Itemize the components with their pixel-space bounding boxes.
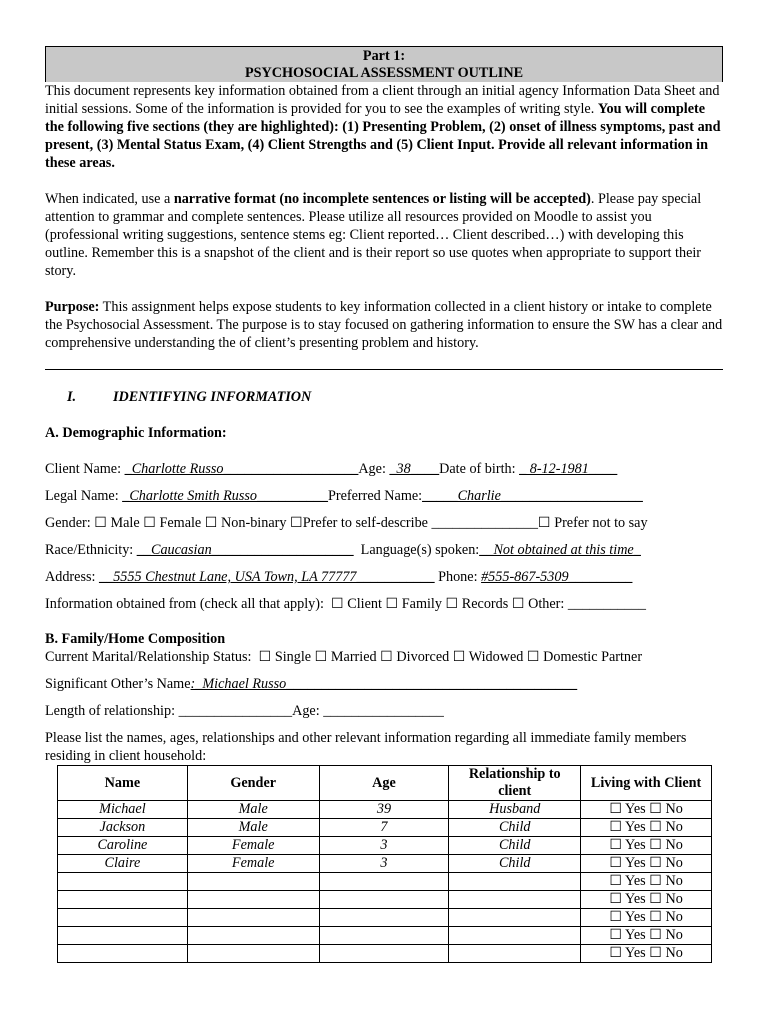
document-page — [45, 46, 723, 963]
preferred-name-label: Preferred Name: — [327, 488, 423, 504]
table-row — [58, 819, 712, 837]
race-language-line — [45, 541, 723, 559]
member-gender-cell[interactable]: Male — [187, 819, 319, 837]
address-field[interactable]: __5555 Chestnut Lane, USA Town, LA 77777___________ — [99, 569, 435, 585]
member-name-cell[interactable]: Caroline — [58, 837, 188, 855]
header-relationship: Relationship to client — [449, 766, 581, 801]
member-age-cell[interactable] — [319, 891, 449, 909]
client-name-label: Client Name: — [45, 461, 125, 477]
living-with-client-checkboxes[interactable]: ☐ Yes ☐ No — [581, 909, 712, 927]
relationship-length-field[interactable]: Length of relationship: ________________Age: _________________ — [45, 703, 444, 719]
member-name-cell[interactable] — [58, 945, 188, 963]
table-row — [58, 873, 712, 891]
member-age-cell[interactable]: 3 — [319, 837, 449, 855]
member-name-cell[interactable]: Michael — [58, 801, 188, 819]
narrative-paragraph — [45, 190, 723, 280]
living-with-client-checkboxes[interactable]: ☐ Yes ☐ No — [581, 837, 712, 855]
member-age-cell[interactable] — [319, 909, 449, 927]
member-name-cell[interactable] — [58, 909, 188, 927]
language-label: Language(s) spoken: — [353, 542, 480, 558]
header-gender: Gender — [187, 766, 319, 801]
client-name-field[interactable]: _Charlotte Russo___________________ — [124, 461, 359, 477]
relationship-length-line — [45, 702, 723, 720]
member-name-cell[interactable] — [58, 927, 188, 945]
member-age-cell[interactable] — [319, 873, 449, 891]
household-instruction: Please list the names, ages, relationships and other relevant information regarding all immediate family members residing in client household: — [45, 730, 687, 764]
banner-title: PSYCHOSOCIAL ASSESSMENT OUTLINE — [244, 65, 524, 81]
member-age-cell[interactable] — [319, 945, 449, 963]
member-gender-cell[interactable] — [187, 909, 319, 927]
member-gender-cell[interactable]: Male — [187, 801, 319, 819]
header-living-with-client: Living with Client — [581, 766, 712, 801]
phone-field[interactable]: #555-867-5309_________ — [481, 569, 633, 585]
member-gender-cell[interactable]: Female — [187, 837, 319, 855]
table-row — [58, 927, 712, 945]
table-row — [58, 909, 712, 927]
member-name-cell[interactable] — [58, 873, 188, 891]
member-name-cell[interactable] — [58, 891, 188, 909]
member-gender-cell[interactable] — [187, 891, 319, 909]
member-age-cell[interactable]: 7 — [319, 819, 449, 837]
info-source-line — [45, 595, 723, 613]
member-gender-cell[interactable] — [187, 945, 319, 963]
living-with-client-checkboxes[interactable]: ☐ Yes ☐ No — [581, 855, 712, 873]
demographic-heading: A. Demographic Information: — [45, 425, 227, 441]
member-relationship-cell[interactable] — [449, 891, 581, 909]
member-relationship-cell[interactable]: Husband — [449, 801, 581, 819]
member-relationship-cell[interactable] — [449, 909, 581, 927]
member-relationship-cell[interactable]: Child — [449, 837, 581, 855]
intro-text: This document represents key information obtained from a client through an initial agency Information Data Sheet and initial sessions. Some of the information is provided for you to see the examples of writing style. — [45, 83, 720, 117]
address-line — [45, 568, 723, 586]
legal-name-field[interactable]: _Charlotte Smith Russo__________ — [122, 488, 328, 504]
section-title: IDENTIFYING INFORMATION — [113, 389, 312, 405]
member-relationship-cell[interactable] — [449, 927, 581, 945]
section-number: I. — [67, 389, 77, 405]
legal-name-label: Legal Name: — [45, 488, 123, 504]
living-with-client-checkboxes[interactable]: ☐ Yes ☐ No — [581, 801, 712, 819]
age-field[interactable]: _38____ — [389, 461, 440, 477]
member-age-cell[interactable]: 39 — [319, 801, 449, 819]
gender-options[interactable]: Gender: ☐ Male ☐ Female ☐ Non-binary ☐Prefer to self-describe _______________☐ Prefer not to say — [45, 515, 648, 531]
member-relationship-cell[interactable]: Child — [449, 855, 581, 873]
dob-label: Date of birth: — [439, 461, 520, 477]
client-name-line — [45, 460, 723, 478]
living-with-client-checkboxes[interactable]: ☐ Yes ☐ No — [581, 891, 712, 909]
dob-field[interactable]: _ 8-12-1981____ — [519, 461, 618, 477]
intro-bold-instructions: You will complete the following five sections (they are highlighted): (1) Presenting Problem, (2) onset of illness symptoms, past and present, (3) Mental Status Exam, (4) Client Strengths and (5) Client Input. Provide all relevant information in these areas. — [45, 101, 721, 171]
title-banner — [45, 46, 723, 82]
narrative-text-end: . Please pay special attention to grammar and complete sentences. Please utilize all resources provided on Moodle to assist you (professional writing suggestions, sentence stems eg: Client reported… Client described…) with developing this outline. Remember this is a snapshot of the client and is their report so use quotes when appropriate to support their story. — [45, 191, 702, 279]
marital-status-line — [45, 648, 723, 666]
living-with-client-checkboxes[interactable]: ☐ Yes ☐ No — [581, 819, 712, 837]
member-name-cell[interactable]: Jackson — [58, 819, 188, 837]
gender-line — [45, 514, 723, 532]
address-label: Address: — [45, 569, 99, 585]
intro-paragraph — [45, 82, 723, 172]
banner-part-label: Part 1: — [362, 48, 406, 64]
member-gender-cell[interactable]: Female — [187, 855, 319, 873]
living-with-client-checkboxes[interactable]: ☐ Yes ☐ No — [581, 945, 712, 963]
race-field[interactable]: __Caucasian____________________ — [136, 542, 354, 558]
member-gender-cell[interactable] — [187, 927, 319, 945]
table-row — [58, 891, 712, 909]
table-row — [58, 855, 712, 873]
table-row — [58, 837, 712, 855]
marital-status-options[interactable]: Current Marital/Relationship Status: ☐ Single ☐ Married ☐ Divorced ☐ Widowed ☐ Domestic Partner — [45, 649, 643, 665]
member-age-cell[interactable] — [319, 927, 449, 945]
member-relationship-cell[interactable] — [449, 945, 581, 963]
significant-other-line — [45, 675, 723, 693]
purpose-paragraph — [45, 298, 723, 352]
age-label: Age: — [358, 461, 390, 477]
narrative-bold: narrative format (no incomplete sentences or listing will be accepted) — [173, 191, 591, 207]
purpose-text: This assignment helps expose students to key information collected in a client history or intake to complete the Psychosocial Assessment. The purpose is to stay focused on gathering information to ensure the SW has a clear and comprehensive understanding the of client’s presenting problem and history. — [45, 299, 723, 351]
purpose-label: Purpose: — [45, 299, 100, 315]
member-gender-cell[interactable] — [187, 873, 319, 891]
section-divider — [45, 369, 723, 370]
significant-other-label: Significant Other’s Name — [45, 676, 191, 692]
member-relationship-cell[interactable] — [449, 873, 581, 891]
member-relationship-cell[interactable]: Child — [449, 819, 581, 837]
phone-label: Phone: — [434, 569, 482, 585]
member-name-cell[interactable]: Claire — [58, 855, 188, 873]
header-age: Age — [319, 766, 449, 801]
household-members-table — [57, 765, 712, 963]
significant-other-field[interactable]: :_Michael Russo_________________________________________ — [190, 676, 578, 692]
living-with-client-checkboxes[interactable]: ☐ Yes ☐ No — [581, 927, 712, 945]
narrative-text-start: When indicated, use a — [45, 191, 174, 207]
living-with-client-checkboxes[interactable]: ☐ Yes ☐ No — [581, 873, 712, 891]
header-name: Name — [58, 766, 188, 801]
family-heading: B. Family/Home Composition — [45, 631, 226, 647]
table-row — [58, 945, 712, 963]
section-heading — [45, 388, 723, 406]
language-field[interactable]: __Not obtained at this time_ — [479, 542, 641, 558]
race-label: Race/Ethnicity: — [45, 542, 137, 558]
table-header-row — [58, 766, 712, 801]
preferred-name-field[interactable]: _____Charlie____________________ — [422, 488, 643, 504]
table-row — [58, 801, 712, 819]
info-source-options[interactable]: Information obtained from (check all that apply): ☐ Client ☐ Family ☐ Records ☐ Other: ___________ — [45, 596, 646, 612]
member-age-cell[interactable]: 3 — [319, 855, 449, 873]
legal-name-line — [45, 487, 723, 505]
